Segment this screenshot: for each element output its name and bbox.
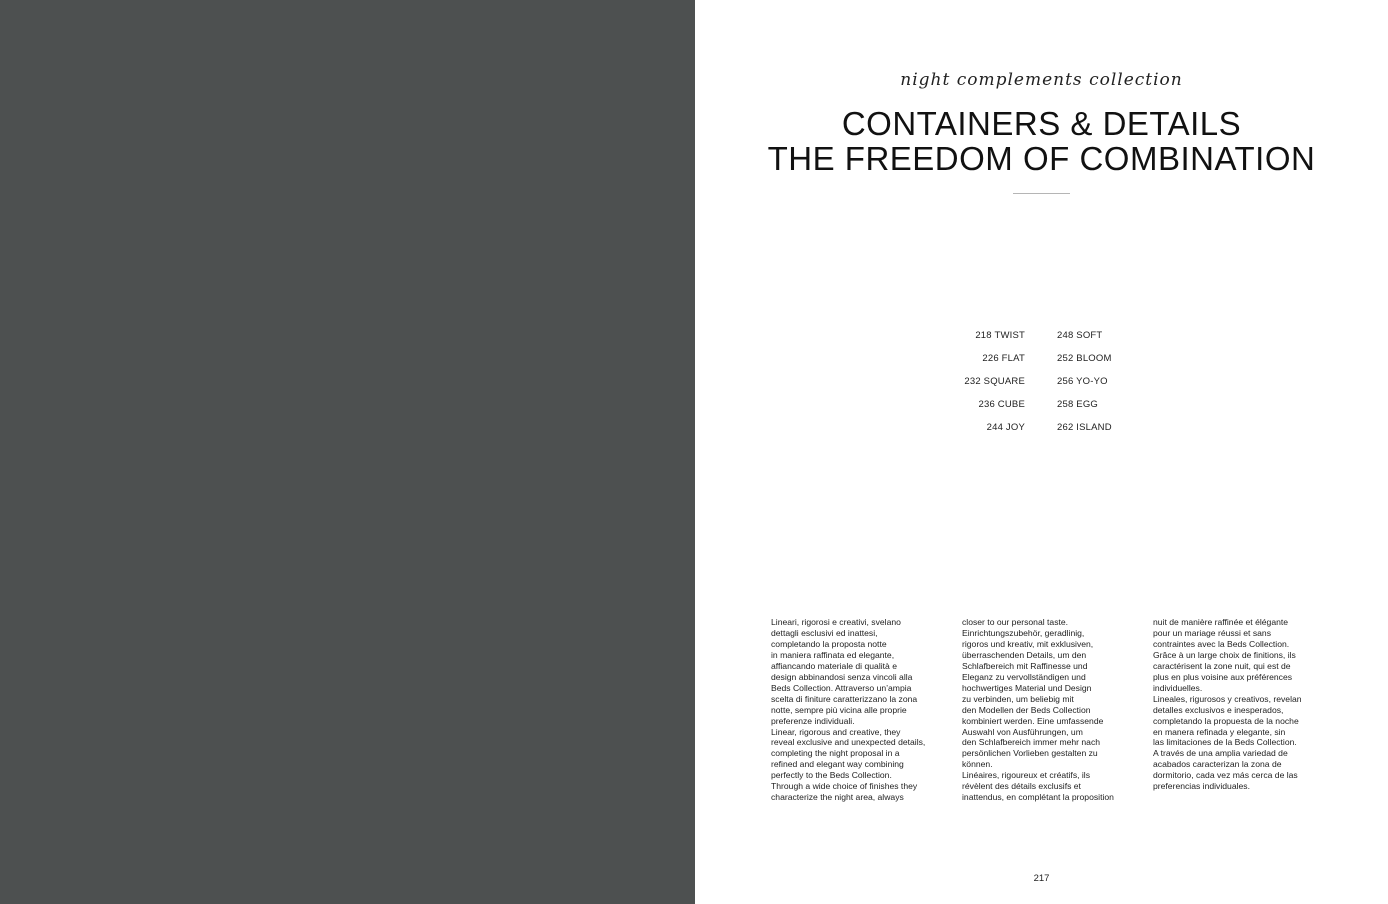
index-item[interactable]: 244 JOY — [986, 422, 1025, 433]
page-title — [695, 106, 1388, 176]
index-item[interactable]: 226 FLAT — [982, 353, 1025, 364]
body-text-column-3 — [1153, 617, 1313, 792]
body-paragraph: Lineari, rigorosi e creativi, svelano dettagli esclusivi ed inattesi, completando la proposta notte in maniera raffinata ed elegante, affiancando materiale di qualità e design abbinandosi senza vincoli alla Beds Collection. Attraverso un’ampia scelta di finiture caratterizzano la zona notte, sempre più vicina alle proprie preferenze individuali. Linear, rigorous and creative, they reveal exclusive and unexpected details, completing the night proposal in a refined and elegant way combining perfectly to the Beds Collection. Through a wide choice of finishes they characterize the night area, always — [771, 617, 926, 803]
page-number: 217 — [1033, 873, 1050, 884]
body-paragraph: nuit de manière raffinée et élégante pour un mariage réussi et sans contraintes avec la Beds Collection. Grâce à un large choix de finitions, ils caractérisent la zone nuit, qui est de plus en plus voisine aux préférences individuelles. Lineales, rigurosos y creativos, revelan detalles exclusivos e inesperados, completando la propuesta de la noche en manera refinada y elegante, sin las limitaciones de la Beds Collection. A través de una amplia variedad de acabados caracterizan la zona de dormitorio, cada vez más cerca de las preferencias individuales. — [1153, 617, 1302, 792]
index-item[interactable]: 236 CUBE — [978, 399, 1025, 410]
title-divider — [1013, 193, 1070, 194]
index-item[interactable]: 256 YO-YO — [1057, 376, 1108, 387]
index-item[interactable]: 262 ISLAND — [1057, 422, 1112, 433]
index-item[interactable]: 248 SOFT — [1057, 330, 1103, 341]
title-line-2: THE FREEDOM OF COMBINATION — [767, 140, 1316, 177]
body-text-column-2 — [962, 617, 1122, 803]
index-item[interactable]: 232 SQUARE — [964, 376, 1025, 387]
index-item[interactable]: 258 EGG — [1057, 399, 1099, 410]
index-item[interactable]: 218 TWIST — [975, 330, 1025, 341]
title-line-1: CONTAINERS & DETAILS — [841, 105, 1242, 142]
body-paragraph: closer to our personal taste. Einrichtungszubehör, geradlinig, rigoros und kreativ, mit exklusiven, überraschenden Details, um den Schlafbereich mit Raffinesse und Eleganz zu vervollständigen und hochwertiges Material und Design zu verbinden, um beliebig mit den Modellen der Beds Collection kombiniert werden. Eine umfassende Auswahl von Ausführungen, um den Schlafbereich immer mehr nach persönlichen Vorlieben gestalten zu können. Linéaires, rigoureux et créatifs, ils révèlent des détails exclusifs et inattendus, en complétant la proposition — [962, 617, 1114, 803]
index-item[interactable]: 252 BLOOM — [1057, 353, 1112, 364]
collection-subtitle: night complements collection — [900, 70, 1183, 90]
body-text-column-1 — [771, 617, 931, 803]
index-column-right — [1057, 329, 1112, 444]
right-page — [695, 0, 1388, 904]
index-column-left — [964, 329, 1025, 444]
